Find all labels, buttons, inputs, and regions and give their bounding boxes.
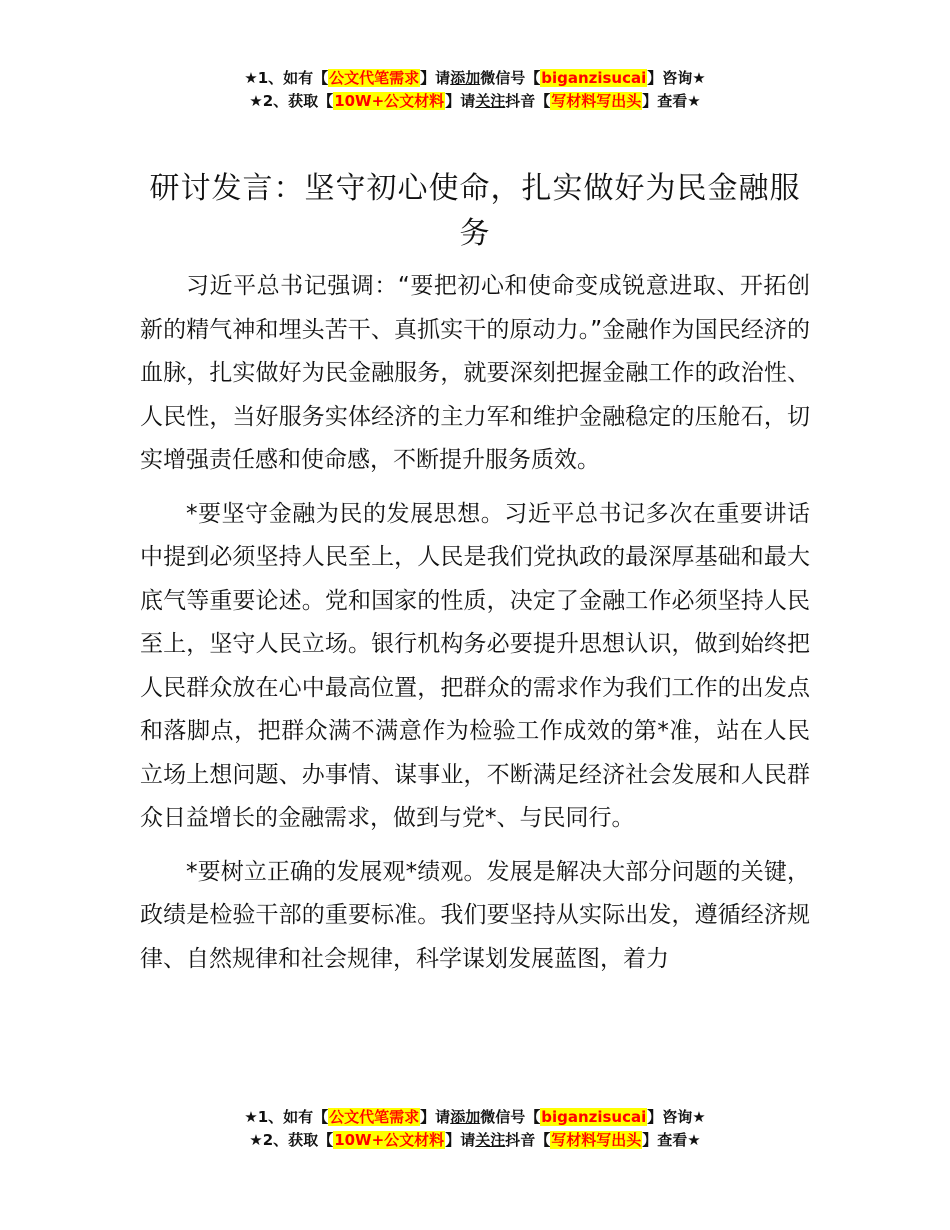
- paragraph: *要坚守金融为民的发展思想。习近平总书记多次在重要讲话中提到必须坚持人民至上，人民是我们党执政的最深厚基础和最大底气等重要论述。党和国家的性质，决定了金融工作必须坚持人民至上，坚守人民立场。银行机构务必要提升思想认识，做到始终把人民群众放在心中最高位置，把群众的需求作为我们工作的出发点和落脚点，把群众满不满意作为检验工作成效的第*准，站在人民立场上想问题、办事情、谋事业，不断满足经济社会发展和人民群众日益增长的金融需求，做到与党*、与民同行。: [140, 500, 810, 831]
- promo-text: ★1、如有【: [244, 1108, 329, 1126]
- promo-highlight: 公文代笔需求: [329, 69, 420, 87]
- promo-highlight: 10W+公文材料: [334, 92, 445, 110]
- promo-text: ★2、获取【: [249, 92, 334, 110]
- promo-text: 】咨询★: [647, 69, 706, 87]
- promo-highlight: biganzisucai: [541, 1108, 647, 1126]
- promo-text: 抖音【: [505, 1131, 551, 1149]
- promo-highlight: 10W+公文材料: [334, 1131, 445, 1149]
- promo-text: 】查看★: [642, 92, 701, 110]
- document-title: 研讨发言：坚守初心使命，扎实做好为民金融服务: [149, 171, 801, 251]
- promo-highlight: 写材料写出头: [551, 92, 642, 110]
- promo-text: ★2、获取【: [249, 1131, 334, 1149]
- promo-underline: 添加: [450, 69, 481, 87]
- paragraph: 习近平总书记强调：“要把初心和使命变成锐意进取、开拓创新的精气神和埋头苦干、真抓实干的原动力。”金融作为国民经济的血脉，扎实做好为民金融服务，就要深刻把握金融工作的政治性、人民性，当好服务实体经济的主力军和维护金融稳定的压舱石，切实增强责任感和使命感，不断提升服务质效。: [140, 273, 810, 473]
- promo-underline: 关注: [475, 1131, 506, 1149]
- promo-text: 抖音【: [505, 92, 551, 110]
- promo-text: 】咨询★: [647, 1108, 706, 1126]
- promo-text: 】查看★: [642, 1131, 701, 1149]
- document-body: [140, 265, 810, 991]
- promo-banner-bottom: [0, 1106, 950, 1152]
- promo-highlight: biganzisucai: [541, 69, 647, 87]
- promo-underline: 添加: [450, 1108, 481, 1126]
- promo-line-1: [0, 1106, 950, 1129]
- promo-text: ★1、如有【: [244, 69, 329, 87]
- promo-highlight: 写材料写出头: [551, 1131, 642, 1149]
- promo-underline: 关注: [475, 92, 506, 110]
- promo-line-1: [0, 67, 950, 90]
- promo-text: 微信号【: [480, 1108, 541, 1126]
- paragraph: *要树立正确的发展观*绩观。发展是解决大部分问题的关键，政绩是检验干部的重要标准。我们要坚持从实际出发，遵循经济规律、自然规律和社会规律，科学谋划发展蓝图，着力: [140, 858, 810, 972]
- promo-text: 微信号【: [480, 69, 541, 87]
- promo-highlight: 公文代笔需求: [329, 1108, 420, 1126]
- promo-line-2: [0, 1129, 950, 1152]
- promo-banner-top: [0, 67, 950, 113]
- promo-text: 】请: [420, 1108, 451, 1126]
- promo-line-2: [0, 90, 950, 113]
- promo-text: 】请: [445, 1131, 476, 1149]
- promo-text: 】请: [445, 92, 476, 110]
- promo-text: 】请: [420, 69, 451, 87]
